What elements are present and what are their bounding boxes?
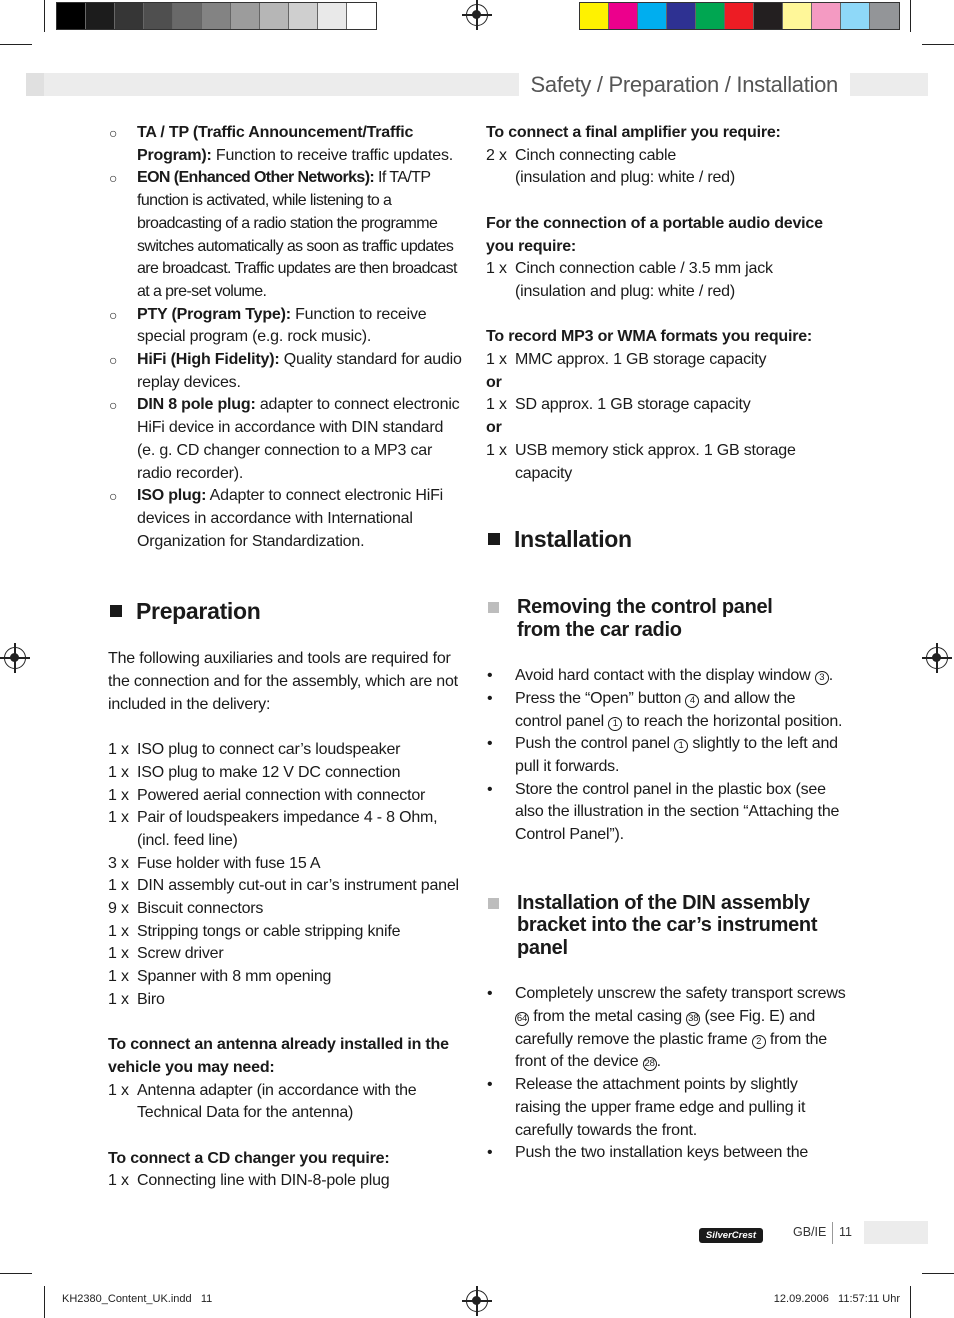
item-qty: 1 x bbox=[486, 396, 507, 414]
circle-bullet-icon: ○ bbox=[109, 397, 118, 414]
bullet-dot: • bbox=[487, 985, 493, 1003]
gray-color-bar bbox=[56, 2, 377, 30]
item-text: Antenna adapter (in accordance with the Technical Data for the antenna) bbox=[137, 1081, 417, 1122]
item-text: ISO plug to make 12 V DC connection bbox=[137, 763, 401, 781]
list-item bbox=[486, 440, 846, 485]
feature-term: HiFi (High Fidelity): bbox=[137, 351, 280, 369]
item-text: Cinch connection cable / 3.5 mm jack bbox=[515, 260, 773, 278]
list-item bbox=[486, 349, 846, 372]
callout-number: 4 bbox=[685, 694, 699, 708]
color-swatch bbox=[318, 3, 347, 29]
bullet-text: . bbox=[828, 667, 833, 685]
bullet-text: from the metal casing bbox=[529, 1008, 687, 1026]
callout-number: 1 bbox=[608, 717, 622, 731]
file-slug: KH2380_Content_UK.indd 11 bbox=[62, 1293, 213, 1305]
callout-number: 64 bbox=[516, 1013, 528, 1025]
heading-line: panel bbox=[517, 936, 568, 959]
amplifier-heading: To connect a final amplifier you require: bbox=[486, 124, 781, 141]
item-text: ISO plug to connect car’s loudspeaker bbox=[137, 741, 401, 759]
registration-mark-icon bbox=[466, 1290, 488, 1312]
bullet-item bbox=[486, 779, 846, 847]
brand-logo: SilverCrest bbox=[699, 1228, 763, 1243]
bullet-text: and allow the control panel bbox=[515, 689, 796, 730]
list-item bbox=[108, 807, 464, 852]
list-item bbox=[108, 943, 464, 966]
crop-mark bbox=[910, 1286, 911, 1318]
callout-number: 28 bbox=[644, 1058, 655, 1070]
crop-mark bbox=[922, 1273, 954, 1274]
item-text: SD approx. 1 GB storage capacity bbox=[515, 396, 751, 414]
color-swatch bbox=[841, 3, 870, 29]
square-bullet-icon bbox=[488, 898, 499, 909]
square-bullet-icon bbox=[488, 602, 499, 613]
circle-bullet-icon: ○ bbox=[109, 488, 118, 505]
item-text: Biro bbox=[137, 990, 165, 1008]
item-qty: 1 x bbox=[486, 351, 507, 368]
feature-item bbox=[108, 394, 464, 485]
list-item bbox=[108, 785, 464, 808]
bullet-text: Completely unscrew the safety transport screws bbox=[515, 985, 846, 1003]
list-item bbox=[108, 739, 464, 762]
bullet-dot: • bbox=[487, 667, 493, 685]
item-qty: 1 x bbox=[108, 741, 129, 759]
item-qty: 1 x bbox=[108, 786, 129, 804]
color-swatch bbox=[347, 3, 376, 29]
color-swatch bbox=[870, 3, 899, 29]
feature-desc: Quality standard for audio replay devices. bbox=[137, 351, 462, 391]
item-text: Screw driver bbox=[137, 945, 224, 963]
list-item bbox=[486, 394, 846, 417]
item-qty: 1 x bbox=[108, 1081, 129, 1099]
color-swatch bbox=[754, 3, 783, 29]
item-text: (insulation and plug: white / red) bbox=[515, 169, 735, 187]
list-item bbox=[108, 1080, 464, 1125]
item-qty: 1 x bbox=[486, 260, 507, 278]
left-column bbox=[108, 122, 464, 1193]
bullet-item bbox=[486, 983, 846, 1074]
feature-desc: If TA/TP function is activated, while listening to a broadcasting of a radio station the programme switches automatically as soon as traffic updates are broadcast. Traffic updates are then broadcast at a pre-set volume. bbox=[137, 169, 457, 300]
item-qty: 1 x bbox=[108, 877, 129, 895]
item-text: USB memory stick approx. 1 GB storage capacity bbox=[515, 441, 796, 482]
bullet-text: Release the attachment points by slightly raising the upper frame edge and pulling it carefully towards the front. bbox=[515, 1076, 806, 1139]
item-qty: 9 x bbox=[108, 900, 129, 918]
callout-number: 3 bbox=[815, 671, 829, 685]
list-item bbox=[486, 145, 846, 190]
item-qty: 2 x bbox=[486, 146, 507, 164]
circle-bullet-icon: ○ bbox=[109, 170, 118, 187]
feature-term: TA / TP (Traffic Announcement/Traffic Program): bbox=[137, 124, 414, 164]
feature-desc: Function to receive traffic updates. bbox=[211, 146, 453, 164]
bullet-item bbox=[486, 733, 846, 778]
item-text: MMC approx. 1 GB storage capacity bbox=[515, 351, 767, 368]
item-qty: 1 x bbox=[486, 441, 507, 459]
bullet-item bbox=[486, 1142, 846, 1165]
color-swatch bbox=[725, 3, 754, 29]
item-qty: 1 x bbox=[108, 809, 129, 827]
heading-text: Preparation bbox=[136, 598, 261, 625]
process-color-bar bbox=[579, 2, 900, 30]
list-item bbox=[108, 966, 464, 989]
feature-item bbox=[108, 122, 464, 167]
feature-desc: Function to receive special program (e.g. rock music). bbox=[137, 305, 427, 346]
feature-term: PTY (Program Type): bbox=[137, 305, 291, 323]
feature-term: DIN 8 pole plug: bbox=[137, 396, 256, 414]
item-qty: 1 x bbox=[108, 968, 129, 986]
feature-item bbox=[108, 304, 464, 349]
feature-desc: adapter to connect electronic HiFi device in accordance with DIN standard (e. g. CD changer connection to a MP3 car radio recorder). bbox=[137, 396, 460, 482]
bullet-dot: • bbox=[487, 689, 493, 707]
item-qty: 1 x bbox=[108, 922, 129, 940]
callout-number: 1 bbox=[674, 739, 688, 753]
footer-band bbox=[864, 1221, 928, 1244]
crop-mark bbox=[922, 44, 954, 45]
crop-mark bbox=[44, 1286, 45, 1318]
bullet-dot: • bbox=[487, 780, 493, 798]
square-bullet-icon bbox=[110, 605, 122, 617]
bullet-dot: • bbox=[487, 1144, 493, 1162]
heading-line: bracket into the car’s instrument bbox=[517, 914, 818, 937]
heading-line: from the car radio bbox=[517, 618, 682, 641]
circle-bullet-icon: ○ bbox=[109, 306, 118, 323]
color-swatch bbox=[260, 3, 289, 29]
item-text: Cinch connecting cable bbox=[515, 146, 677, 164]
header-band-accent bbox=[26, 73, 44, 96]
bullet-text: Push the two installation keys between the bbox=[515, 1144, 809, 1162]
feature-item bbox=[108, 349, 464, 394]
crop-mark bbox=[44, 0, 45, 32]
timestamp-slug: 12.09.2006 11:57:11 Uhr bbox=[773, 1293, 900, 1305]
list-item bbox=[108, 989, 464, 1012]
color-swatch bbox=[289, 3, 318, 29]
list-item bbox=[486, 258, 846, 303]
item-text: (insulation and plug: white / red) bbox=[515, 282, 735, 300]
preparation-intro: The following auxiliaries and tools are required for the connection and for the assembly, which are not included in the delivery: bbox=[108, 650, 458, 713]
callout-number: 38 bbox=[688, 1013, 699, 1025]
registration-mark-icon bbox=[926, 647, 948, 669]
bullet-text: Push the control panel bbox=[515, 735, 675, 753]
bullet-item bbox=[486, 1074, 846, 1142]
registration-mark-icon bbox=[4, 647, 26, 669]
right-column bbox=[486, 122, 846, 1165]
list-item bbox=[108, 898, 464, 921]
or-label: or bbox=[486, 373, 502, 391]
color-swatch bbox=[86, 3, 115, 29]
item-text: Spanner with 8 mm opening bbox=[137, 968, 332, 986]
item-qty: 3 x bbox=[108, 854, 129, 872]
item-text: Powered aerial connection with connector bbox=[137, 786, 426, 804]
language-code: GB/IE bbox=[793, 1225, 827, 1239]
color-swatch bbox=[231, 3, 260, 29]
cd-changer-heading: To connect a CD changer you require: bbox=[108, 1149, 390, 1167]
item-text: DIN assembly cut-out in car’s instrument panel bbox=[137, 877, 459, 895]
circle-bullet-icon: ○ bbox=[109, 125, 118, 141]
crop-mark bbox=[0, 1273, 32, 1274]
bullet-text: slightly to the left and pull it forwards. bbox=[515, 735, 838, 776]
antenna-heading: To connect an antenna already installed in the vehicle you may need: bbox=[108, 1036, 449, 1076]
bullet-text: to reach the horizontal position. bbox=[622, 712, 843, 730]
feature-item bbox=[108, 485, 464, 553]
bullet-item bbox=[486, 665, 846, 688]
color-swatch bbox=[783, 3, 812, 29]
bullet-dot: • bbox=[487, 735, 493, 753]
footer-divider bbox=[832, 1222, 833, 1244]
feature-item bbox=[108, 167, 464, 303]
circle-bullet-icon: ○ bbox=[109, 352, 118, 369]
crop-mark bbox=[0, 44, 32, 45]
bullet-text: Avoid hard contact with the display window bbox=[515, 667, 815, 685]
list-item bbox=[108, 921, 464, 944]
bullet-text: Press the “Open” button bbox=[515, 689, 686, 707]
bullet-text: Store the control panel in the plastic box (see also the illustration in the section “Attaching the Control Panel”). bbox=[515, 780, 840, 844]
color-swatch bbox=[173, 3, 202, 29]
list-item bbox=[108, 762, 464, 785]
item-qty: 1 x bbox=[108, 1172, 129, 1190]
color-swatch bbox=[144, 3, 173, 29]
or-label: or bbox=[486, 419, 502, 437]
list-item bbox=[108, 1170, 464, 1193]
installation-heading bbox=[486, 525, 846, 553]
feature-desc: Adapter to connect electronic HiFi devices in accordance with International Organization for Standardization. bbox=[137, 487, 443, 550]
item-text: Fuse holder with fuse 15 A bbox=[137, 854, 321, 872]
item-text: Pair of loudspeakers impedance 4 - 8 Ohm, (incl. feed line) bbox=[137, 809, 438, 849]
item-text: Connecting line with DIN-8-pole plug bbox=[137, 1172, 390, 1190]
heading-line: Removing the control panel bbox=[517, 596, 773, 619]
feature-term: EON (Enhanced Other Networks): bbox=[137, 169, 375, 187]
feature-term: ISO plug: bbox=[137, 487, 207, 505]
color-swatch bbox=[667, 3, 696, 29]
color-swatch bbox=[580, 3, 609, 29]
page-section-title: Safety / Preparation / Installation bbox=[519, 71, 850, 99]
square-bullet-icon bbox=[488, 533, 500, 545]
color-swatch bbox=[202, 3, 231, 29]
color-swatch bbox=[638, 3, 667, 29]
bullet-item bbox=[486, 688, 846, 733]
item-text: Biscuit connectors bbox=[137, 900, 264, 918]
callout-number: 2 bbox=[752, 1035, 766, 1049]
bullet-dot: • bbox=[487, 1076, 493, 1094]
portable-audio-heading: For the connection of a portable audio device you require: bbox=[486, 214, 823, 255]
color-swatch bbox=[812, 3, 841, 29]
item-qty: 1 x bbox=[108, 763, 129, 781]
color-swatch bbox=[57, 3, 86, 29]
color-swatch bbox=[696, 3, 725, 29]
header-band-right bbox=[864, 73, 928, 96]
crop-mark bbox=[910, 0, 911, 32]
color-swatch bbox=[115, 3, 144, 29]
item-qty: 1 x bbox=[108, 945, 129, 963]
bullet-text: from the front of the device bbox=[515, 1030, 827, 1071]
item-qty: 1 x bbox=[108, 990, 129, 1008]
din-bracket-heading bbox=[486, 892, 846, 960]
bullet-text: (see Fig. E) and carefully remove the plastic frame bbox=[515, 1008, 816, 1048]
list-item bbox=[108, 853, 464, 876]
color-swatch bbox=[609, 3, 638, 29]
preparation-heading bbox=[108, 597, 464, 625]
mp3-heading: To record MP3 or WMA formats you require: bbox=[486, 328, 813, 346]
heading-line: Installation of the DIN assembly bbox=[517, 891, 810, 914]
page-number: 11 bbox=[839, 1225, 852, 1239]
removing-panel-heading bbox=[486, 596, 846, 641]
bullet-text: . bbox=[656, 1053, 661, 1071]
heading-text: Installation bbox=[514, 526, 632, 553]
list-item bbox=[108, 875, 464, 898]
registration-mark-icon bbox=[466, 4, 488, 26]
item-text: Stripping tongs or cable stripping knife bbox=[137, 922, 401, 940]
